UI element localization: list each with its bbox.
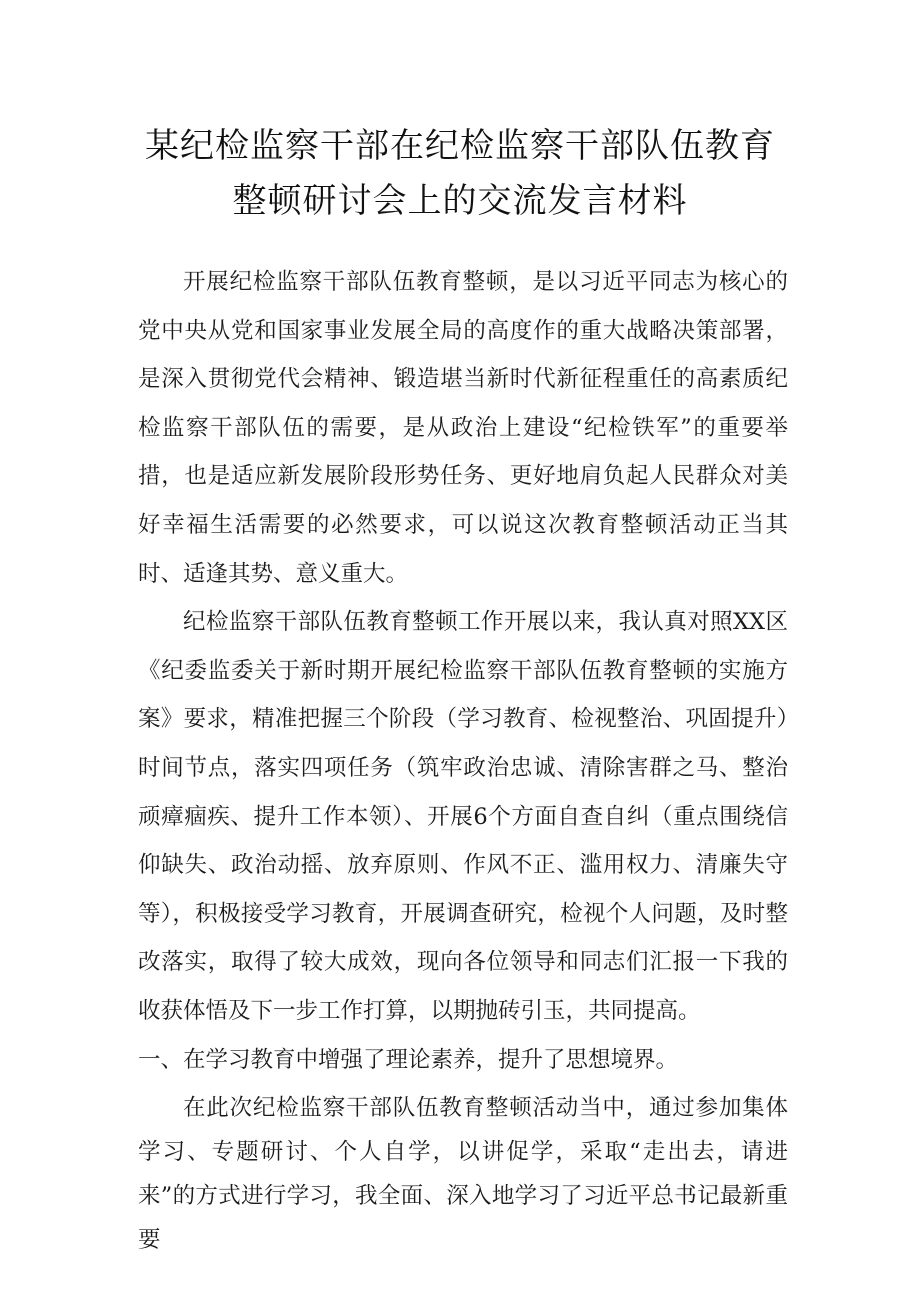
- body-paragraph-1: 开展纪检监察干部队伍教育整顿，是以习近平同志为核心的党中央从党和国家事业发展全局的高度作的重大战略决策部署，是深入贯彻党代会精神、锻造堪当新时代新征程重任的高素质纪检监察干部队伍的需要，是从政治上建设“纪检铁军”的重要举措，也是适应新发展阶段形势任务、更好地肩负起人民群众对美好幸福生活需要的必然要求，可以说这次教育整顿活动正当其时、适逢其势、意义重大。: [138, 269, 788, 587]
- document-title-line-1: 某纪检监察干部在纪检监察干部队伍教育: [145, 126, 775, 166]
- document-body: [138, 258, 788, 1262]
- body-paragraph-2: 纪检监察干部队伍教育整顿工作开展以来，我认真对照XX区《纪委监委关于新时期开展纪检监察干部队伍教育整顿的实施方案》要求，精准把握三个阶段（学习教育、检视整治、巩固提升）时间节点，落实四项任务（筑牢政治忠诚、清除害群之马、整治顽瘴痼疾、提升工作本领）、开展6个方面自查自纠（重点围绕信仰缺失、政治动摇、放弃原则、作风不正、滥用权力、清廉失守等），积极接受学习教育，开展调查研究，检视个人问题，及时整改落实，取得了较大成效，现向各位领导和同志们汇报一下我的收获体悟及下一步工作打算，以期抛砖引玉，共同提高。: [138, 609, 788, 1024]
- body-paragraph-3: 在此次纪检监察干部队伍教育整顿活动当中，通过参加集体学习、专题研讨、个人自学，以讲促学，采取“走出去，请进来”的方式进行学习，我全面、深入地学习了习近平总书记最新重要: [138, 1095, 788, 1254]
- document-title-line-2: 整顿研讨会上的交流发言材料: [232, 181, 688, 221]
- section-heading-1: 一、在学习教育中增强了理论素养，提升了思想境界。: [138, 1046, 679, 1073]
